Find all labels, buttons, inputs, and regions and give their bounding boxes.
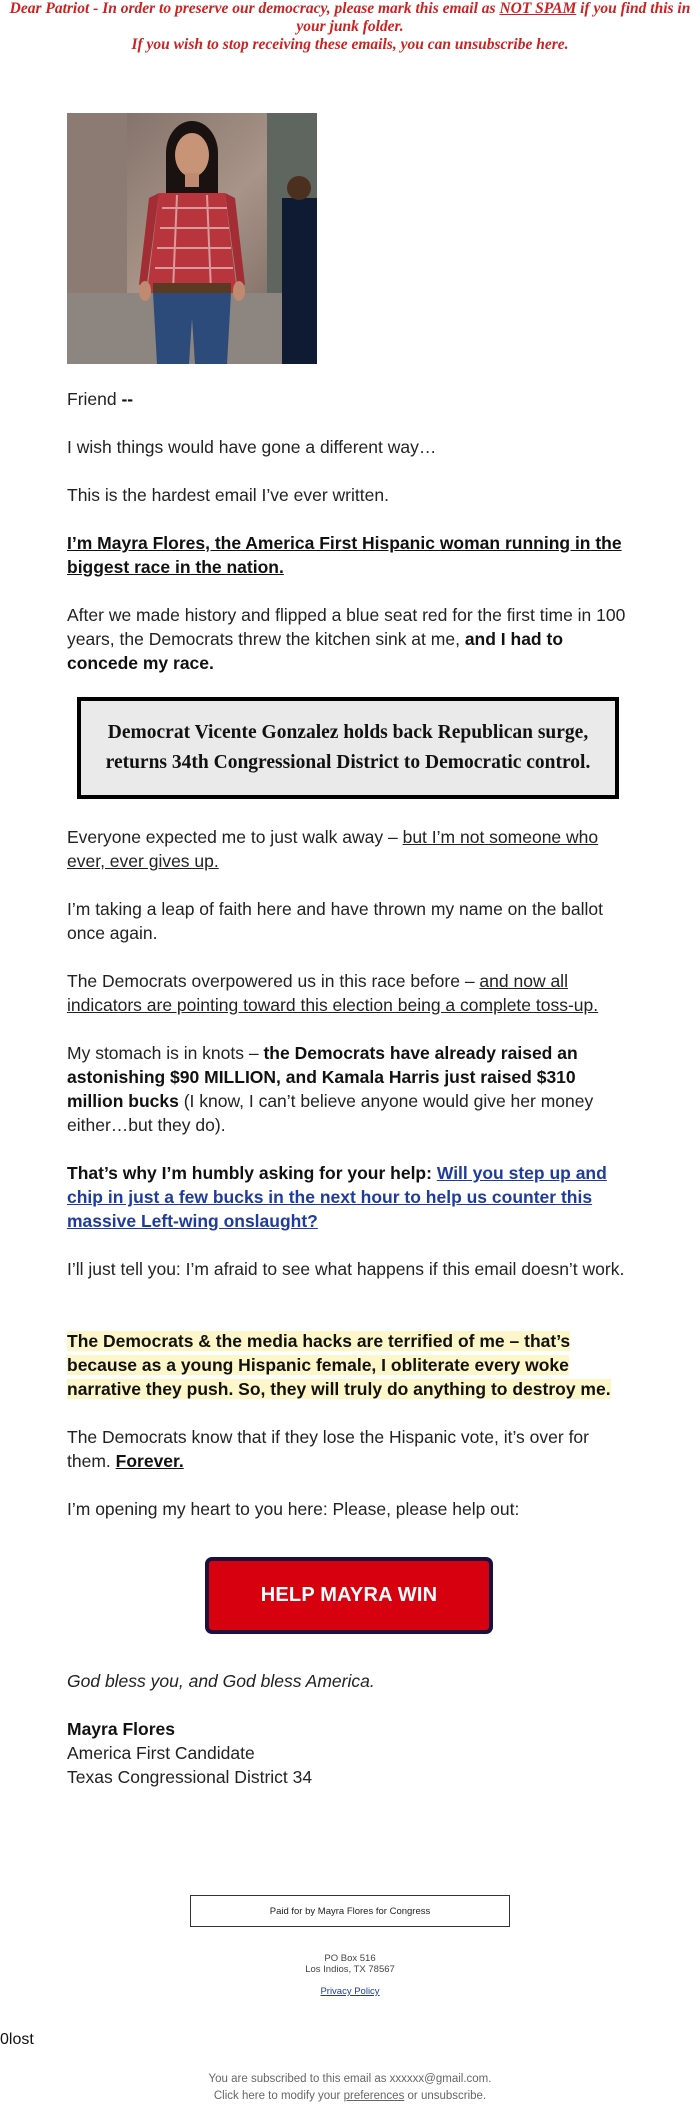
paragraph-wish: I wish things would have gone a different way…: [67, 437, 437, 457]
spam-notice-suffix: if you find this in your junk folder.: [296, 0, 691, 35]
modify-prefix[interactable]: Click here to modify your: [213, 2090, 344, 2102]
greeting-dash: --: [121, 389, 134, 409]
mailing-address: [0, 1953, 700, 1975]
modify-preferences-line: [0, 2089, 700, 2104]
paragraph-ask: [67, 1161, 627, 1233]
stomach-text: My stomach is in knots –: [67, 1043, 264, 1063]
paragraph-walk-away: [67, 825, 627, 873]
donate-link[interactable]: Will you step up and chip in just a few bucks in the next hour to help us counter this massive Left-wing onslaught?: [67, 1163, 607, 1231]
intro-bold-underline: I’m Mayra Flores, the America First Hispanic woman running in the biggest race in the nation.: [67, 533, 622, 577]
paragraph-overpowered: [67, 969, 627, 1017]
closing-blessing: God bless you, and God bless America.: [67, 1671, 375, 1691]
subscribed-email: xxxxxx@gmail.com.: [389, 2073, 492, 2085]
signature-title: America First Candidate: [67, 1743, 255, 1763]
headline-text: [106, 718, 591, 778]
address-line2: Los Indios, TX 78567: [305, 1964, 395, 1975]
headline-line2: returns 34th Congressional District to Democratic control.: [105, 752, 591, 773]
lost-text: 0lost: [0, 2031, 34, 2048]
unsubscribe-notice[interactable]: If you wish to stop receiving these emails, you can unsubscribe here.: [131, 36, 569, 53]
overpowered-text: The Democrats overpowered us in this race before –: [67, 971, 480, 991]
privacy-policy-link[interactable]: Privacy Policy: [320, 1986, 380, 1997]
ask-bold: That’s why I’m humbly asking for your help:: [67, 1163, 437, 1183]
concede-bold: and I had to concede my race.: [67, 629, 564, 673]
paragraph-help-out: I’m opening my heart to you here: Please, please help out:: [67, 1499, 520, 1519]
paragraph-intro: [67, 531, 627, 579]
spam-notice: [0, 0, 700, 36]
terrified-highlight: The Democrats & the media hacks are terrified of me – that’s because as a young Hispanic female, I obliterate every woke narrative they push. So, they will truly do anything to destroy me.: [67, 1331, 611, 1399]
paragraph-afraid: I’ll just tell you: I’m afraid to see what happens if this email doesn’t work.: [67, 1259, 625, 1279]
paragraph-concede: [67, 603, 627, 675]
signature: [67, 1717, 627, 1789]
paid-for-box: [190, 1895, 510, 1927]
stomach-bold: the Democrats have already raised an astonishing $90 MILLION, and Kamala Harris just raised $310 million bucks: [67, 1043, 578, 1111]
greeting: [67, 387, 627, 411]
paragraph-terrified: [67, 1329, 627, 1401]
candidate-photo: [67, 113, 317, 364]
help-mayra-win-button[interactable]: HELP MAYRA WIN: [205, 1557, 493, 1634]
headline-line1: Democrat Vicente Gonzalez holds back Republican surge,: [107, 722, 589, 743]
not-spam-link[interactable]: NOT SPAM: [499, 0, 577, 17]
stomach-tail: (I know, I can’t believe anyone would give her money either…but they do).: [67, 1091, 594, 1135]
paragraph-hardest: This is the hardest email I’ve ever written.: [67, 485, 389, 505]
walk-away-text: Everyone expected me to just walk away –: [67, 827, 403, 847]
forever-bold: Forever.: [115, 1451, 184, 1471]
signature-name: Mayra Flores: [67, 1719, 175, 1739]
preheader: [0, 0, 700, 54]
hispanic-vote-text: The Democrats know that if they lose the Hispanic vote, it’s over for them.: [67, 1427, 589, 1471]
paragraph-stomach: [67, 1041, 627, 1137]
address-line1: PO Box 516: [324, 1953, 376, 1964]
paragraph-leap-of-faith: I’m taking a leap of faith here and have thrown my name on the ballot once again.: [67, 899, 604, 943]
subscribed-prefix: You are subscribed to this email as: [208, 2073, 390, 2085]
candidate-photo-illustration: [67, 113, 317, 364]
signature-district: Texas Congressional District 34: [67, 1767, 313, 1787]
concede-text: After we made history and flipped a blue seat red for the first time in 100 years, the Democrats threw the kitchen sink at me,: [67, 605, 626, 649]
paragraph-hispanic-vote: [67, 1425, 627, 1473]
overpowered-underline: and now all indicators are pointing toward this election being a complete toss-up.: [67, 971, 599, 1015]
walk-away-underline: but I’m not someone who ever, ever gives up.: [67, 827, 599, 871]
preferences-link[interactable]: preferences: [343, 2090, 405, 2102]
spam-notice-prefix: Dear Patriot - In order to preserve our democracy, please mark this email as: [9, 0, 500, 17]
greeting-name: Friend: [67, 389, 117, 409]
modify-suffix[interactable]: or unsubscribe.: [404, 2090, 487, 2102]
paid-for-text: Paid for by Mayra Flores for Congress: [269, 1905, 431, 1917]
subscription-line: [0, 2072, 700, 2087]
headline-box: [77, 697, 619, 799]
